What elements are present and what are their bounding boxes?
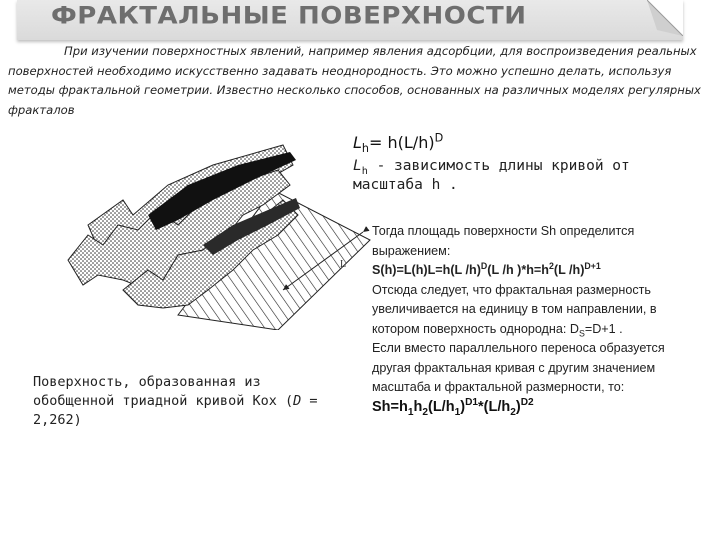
fractal-length-formula: $L_h= h(L/h)^D$ [353, 131, 444, 156]
slide-title: ФРАКТАЛЬНЫЕ ПОВЕРХНОСТИ [51, 2, 527, 30]
dimension-label-l: L [340, 259, 347, 270]
area-formula: S(h)=L(h)L=h(L /h)$^D$(L /h )$*h=h^2(L$ /h)$^{D+1}$ [372, 260, 601, 277]
title-bar [17, 0, 683, 40]
derivation-text [372, 222, 690, 417]
page-curl-corner [647, 0, 683, 36]
intro-paragraph: При изучении поверхностных явлений, например явления адсорбции, для воспроизведения реальных поверхностей необходимо искусственно задавать неоднородность. Это можно успешно делать, используя методы фрактальной геометрии. Известно несколько способов, основанных на различных моделях регулярных фракталов [8, 44, 701, 117]
area-intro-text: Тогда площадь поверхности Sh определится выражением: [372, 224, 635, 258]
general-area-formula: $Sh=h_1h_2(L/h_1)^{D1}*(L/h_2)^{D2}$ [372, 396, 534, 418]
length-dependence-text: $L_h$ - зависимость длины кривой от масштаба h . [353, 158, 630, 193]
alternative-curve-text: Если вместо параллельного переноса образуется другая фрактальная кривая с другим значением масштаба и фрактальной размерности, то: [372, 341, 665, 394]
figure-caption: Поверхность, образованная из обобщенной триадной кривой Кох (D = 2,262) [33, 374, 318, 428]
koch-surface-figure [28, 130, 378, 330]
dimension-conclusion-text: Отсюда следует, что фрактальная размерность увеличивается на единицу в том направлении, в котором поверхность однородна: $D_S=D+1$ . [372, 282, 657, 339]
